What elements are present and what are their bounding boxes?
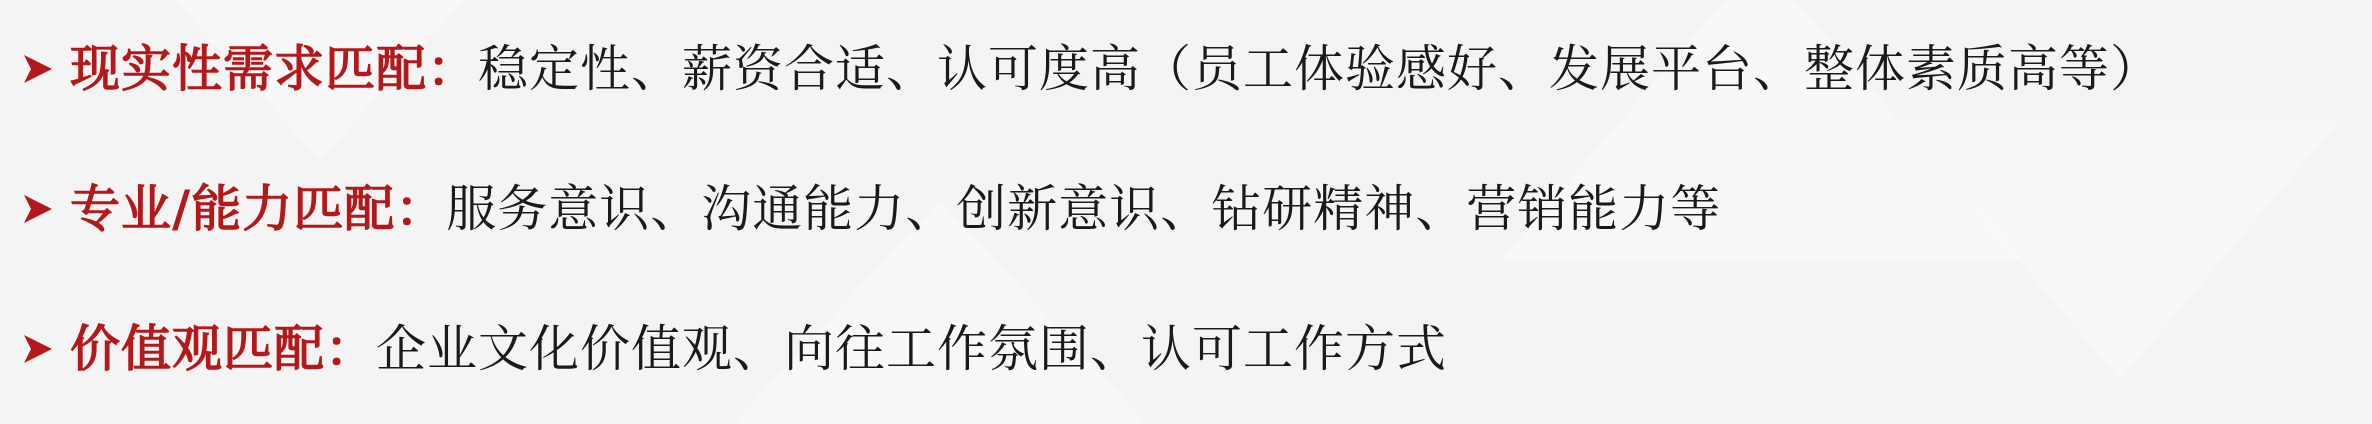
item-description: 稳定性、薪资合适、认可度高（员工体验感好、发展平台、整体素质高等） xyxy=(478,40,2161,98)
item-label: 价值观匹配： xyxy=(70,320,376,378)
arrow-bullet-icon xyxy=(20,331,56,367)
arrow-bullet-icon xyxy=(20,191,56,227)
item-label: 现实性需求匹配： xyxy=(70,40,478,98)
bullet-list xyxy=(20,0,2360,424)
arrow-bullet-icon xyxy=(20,51,56,87)
list-item-values xyxy=(20,304,1447,394)
item-label: 专业/能力匹配： xyxy=(70,180,447,238)
list-item-professional-ability xyxy=(20,164,1721,254)
list-item-realistic-needs xyxy=(20,24,2161,114)
item-description: 企业文化价值观、向往工作氛围、认可工作方式 xyxy=(376,320,1447,378)
item-description: 服务意识、沟通能力、创新意识、钻研精神、营销能力等 xyxy=(446,180,1722,238)
